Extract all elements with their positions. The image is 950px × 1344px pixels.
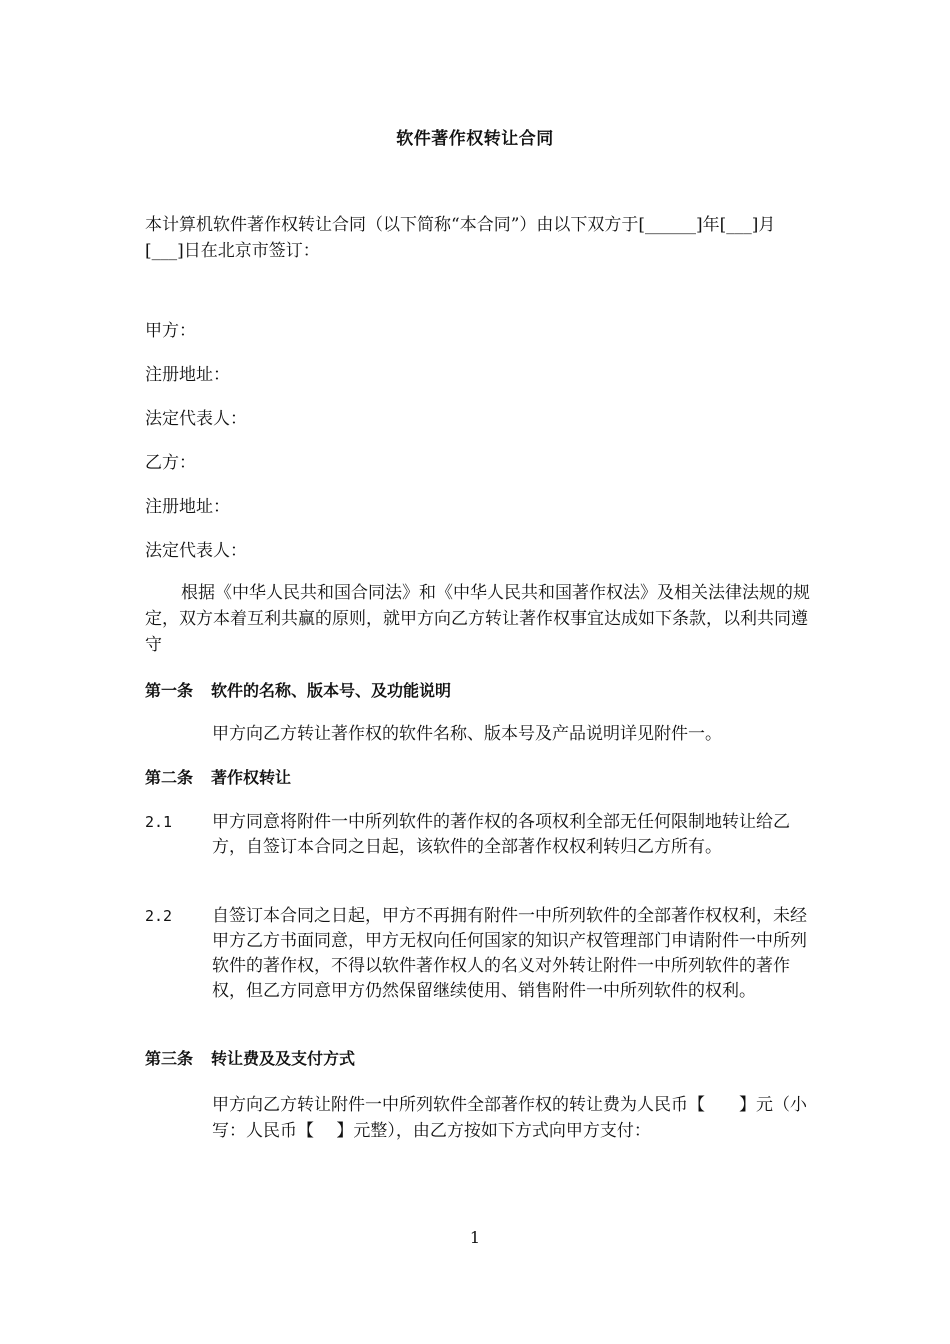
article-2-heading: [145, 765, 291, 791]
article-3-text: 甲方向乙方转让附件一中所列软件全部著作权的转让费为人民币【 】元（小写：人民币【 】元整），由乙方按如下方式向甲方支付：: [212, 1095, 807, 1141]
clause-2-1-number: 2.1: [145, 813, 173, 831]
clause-2-2-number: 2.2: [145, 907, 173, 925]
party-a-address-label: 注册地址：: [145, 365, 230, 385]
article-1-heading: [145, 678, 451, 704]
clause-2-1-text: 甲方同意将附件一中所列软件的著作权的各项权利全部无任何限制地转让给乙方，自签订本合同之日起，该软件的全部著作权权利转归乙方所有。: [212, 812, 790, 857]
article-1-number: 第一条: [145, 681, 194, 700]
article-3-title: 转让费及及支付方式: [211, 1049, 356, 1068]
page-number: 1: [469, 1228, 481, 1247]
article-1-text: 甲方向乙方转让著作权的软件名称、版本号及产品说明详见附件一。: [212, 724, 722, 744]
clause-2-1: [145, 810, 810, 860]
article-1-title: 软件的名称、版本号、及功能说明: [211, 681, 452, 700]
party-b-address-label: 注册地址：: [145, 497, 230, 517]
clause-2-2: [145, 904, 810, 1004]
document-title: 软件著作权转让合同: [396, 129, 554, 149]
article-3-number: 第三条: [145, 1049, 194, 1068]
article-3-heading: [145, 1046, 355, 1072]
preamble-paragraph: 根据《中华人民共和国合同法》和《中华人民共和国著作权法》及相关法律法规的规定，双方本着互利共赢的原则，就甲方向乙方转让著作权事宜达成如下条款，以利共同遵守: [145, 583, 810, 655]
party-a-rep-label: 法定代表人：: [145, 409, 247, 429]
article-2-number: 第二条: [145, 768, 194, 787]
intro-paragraph: 本计算机软件著作权转让合同（以下简称“本合同”）由以下双方于[______]年[___]月[___]日在北京市签订：: [145, 215, 776, 261]
party-a-label: 甲方：: [145, 321, 196, 341]
clause-2-2-text: 自签订本合同之日起，甲方不再拥有附件一中所列软件的全部著作权权利，未经甲方乙方书面同意，甲方无权向任何国家的知识产权管理部门申请附件一中所列软件的著作权，不得以软件著作权人的名义对外转让附件一中所列软件的著作权，但乙方同意甲方仍然保留继续使用、销售附件一中所列软件的权利。: [212, 906, 807, 1001]
party-b-label: 乙方：: [145, 453, 196, 473]
party-b-rep-label: 法定代表人：: [145, 541, 247, 561]
article-2-title: 著作权转让: [211, 768, 292, 787]
